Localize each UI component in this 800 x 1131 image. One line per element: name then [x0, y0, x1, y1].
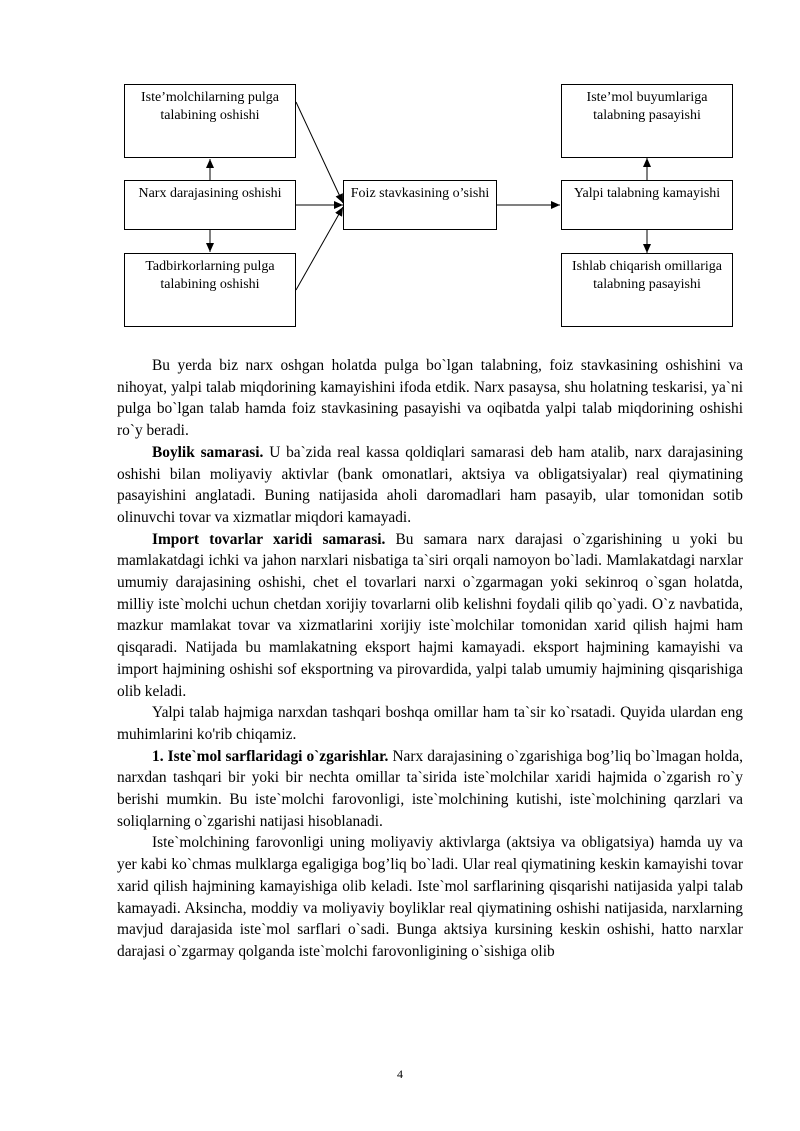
box-interest-rate-rise [343, 180, 497, 230]
heading-wealth-effect: Boylik samarasi. [152, 443, 264, 461]
box-business-money-demand [124, 253, 296, 327]
page-number: 4 [397, 1067, 403, 1081]
box-aggregate-demand-fall [561, 180, 733, 230]
box-production-factors-demand-label: Ishlab chiqarish omillariga talabning pasayishi [571, 259, 723, 292]
box-price-level-rise-label: Narx darajasining oshishi [138, 186, 282, 201]
body-text [117, 355, 743, 963]
paragraph-import-effect [117, 529, 743, 703]
heading-import-effect: Import tovarlar xaridi samarasi. [152, 530, 386, 548]
box-interest-rate-rise-label: Foiz stavkasining o’sishi [350, 186, 490, 201]
paragraph-wealth-effect-body: U ba`zida real kassa qoldiqlari samarasi deb ham atalib, narx darajasining oshishi bilan moliyaviy aktivlar (bank omonatlari, aktsiya va obligatsiyalar) real qiymatining pasayishini anglatadi. Buning natijasida aholi daromadlari ham pasayib, ular tomonidan sotib olinuvchi tovar va xizmatlar miqdori kamayadi. [117, 443, 743, 526]
heading-consumer-spending: 1. Iste`mol sarflaridagi o`zgarishlar. [152, 747, 389, 765]
paragraph-4: Yalpi talab hajmiga narxdan tashqari boshqa omillar ham ta`sir ko`rsatadi. Quyida ulardan eng muhimlarini ko'rib chiqamiz. [117, 704, 743, 743]
box-consumer-money-demand-label: Iste’molchilarning pulga talabining oshishi [140, 90, 280, 123]
paragraph-wealth-effect [117, 442, 743, 529]
paragraph-consumer-spending [117, 746, 743, 833]
box-price-level-rise [124, 180, 296, 230]
box-consumer-goods-demand-label: Iste’mol buyumlariga talabning pasayishi [586, 90, 708, 123]
paragraph-1: Bu yerda biz narx oshgan holatda pulga bo`lgan talabning, foiz stavkasining oshishini va nihoyat, yalpi talab miqdorining kamayishini ifoda etdik. Narx pasaysa, shu holatning teskarisi, ya`ni pulga bo`lgan talab hamda foiz stavkasining pasayishi va oqibatda yalpi talab miqdorining oshishi ro`y beradi. [117, 357, 743, 440]
paragraph-import-effect-body: Bu samara narx darajasi o`zgarishining u yoki bu mamlakatdagi ichki va jahon narxlari nisbatiga ta`siri orqali namoyon bo`ladi. Mamlakatdagi narxlar umumiy darajasining oshishi, chet el tovarlari narxi o`zgarmagan yoki sekinroq o`sgan holatda, milliy iste`molchi uchun chetdan xorijiy tovarlarni olib kelishni foydali qilib qo`yadi. O`z navbatida, mazkur mamlakat tovar va xizmatlarini xorijiy iste`molchilar tomonidan xarid qilish hajmi ham qisqaradi. Natijada bu mamlakatning eksport hajmi kamayadi. eksport hajmining kamayishi va import hajmining oshishi sof eksportning va pirovardida, yalpi talab umumiy hajmining qisqarishiga olib keladi. [117, 530, 743, 700]
box-consumer-money-demand [124, 84, 296, 158]
arrow-consumer-demand-to-interest [296, 102, 343, 203]
paragraph-consumer-spending-body: Narx darajasining o`zgarishiga bog’liq bo`lmagan holda, narxdan tashqari bir yoki bir nechta omillar ta`sirida iste`molchilar xaridi hajmida o`zgarish ro`y berishi mumkin. Bu iste`molchi farovonligi, iste`molchining kutishi, iste`molchining qarzlari va soliqlarning o`zgarishi natijasi hisoblanadi. [117, 747, 744, 830]
box-aggregate-demand-fall-label: Yalpi talabning kamayishi [573, 186, 721, 201]
box-production-factors-demand [561, 253, 733, 327]
paragraph-6: Iste`molchining farovonligi uning moliyaviy aktivlarga (aktsiya va obligatsiya) hamda uy va yer kabi ko`chmas mulklarga egaligiga bog’liq bo`ladi. Ular real qiymatining keskin kamayishi tovar xarid qilish hajmining kamayishiga olib keladi. Iste`mol sarflarining qisqarishi natijasida yalpi talab kamayadi. Aksincha, moddiy va moliyaviy boyliklar real qiymatining oshishi natijasida, narxlarning mavjud darajasida iste`mol sarflari o`sadi. Bunga aktsiya kursining keskin oshishi, hatto narxlar darajasi o`zgarmay qolganda iste`molchi farovonligining o`sishiga olib [117, 834, 743, 960]
box-consumer-goods-demand [561, 84, 733, 158]
arrow-business-demand-to-interest [296, 207, 343, 290]
box-business-money-demand-label: Tadbirkorlarning pulga talabining oshishi [145, 259, 275, 292]
